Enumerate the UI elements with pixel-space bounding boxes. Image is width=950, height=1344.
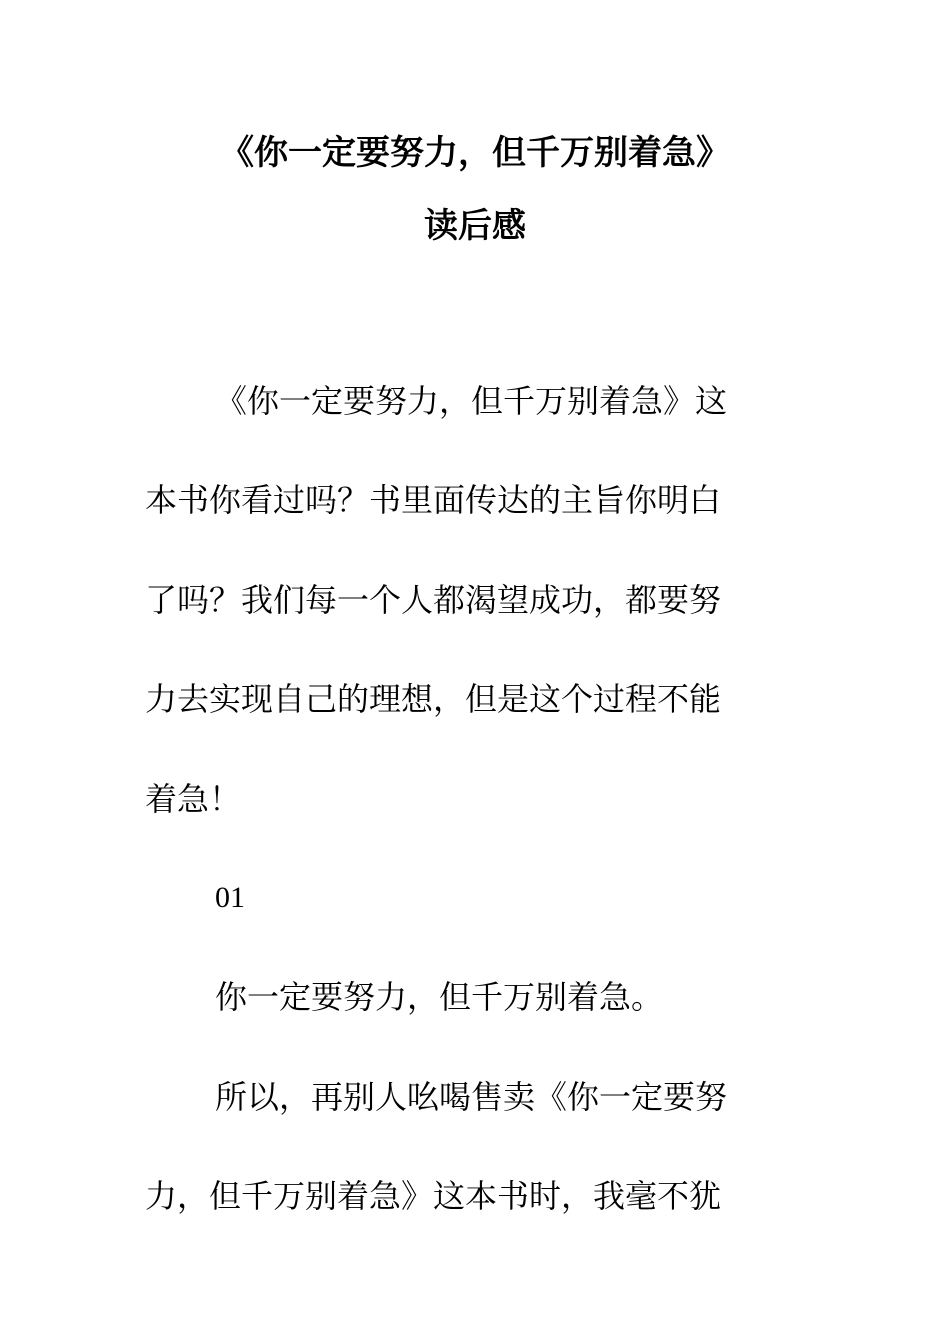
document-title: 《你一定要努力，但千万别着急》 (220, 133, 730, 173)
paragraph-line: 力，但千万别着急》这本书时，我毫不犹 (145, 1177, 722, 1215)
paragraph-line: 本书你看过吗？书里面传达的主旨你明白 (145, 481, 722, 519)
section-number: 01 (215, 881, 245, 914)
paragraph-line: 力去实现自己的理想，但是这个过程不能 (145, 680, 722, 718)
paragraph-line: 了吗？我们每一个人都渴望成功，都要努 (145, 581, 722, 619)
paragraph-line: 所以，再别人吆喝售卖《你一定要努 (215, 1078, 728, 1116)
paragraph-line: 着急！ (145, 780, 242, 818)
paragraph-line: 《你一定要努力，但千万别着急》这 (215, 382, 728, 420)
document-title-subtitle: 读后感 (424, 206, 526, 246)
paragraph-line: 你一定要努力，但千万别着急。 (215, 978, 664, 1016)
